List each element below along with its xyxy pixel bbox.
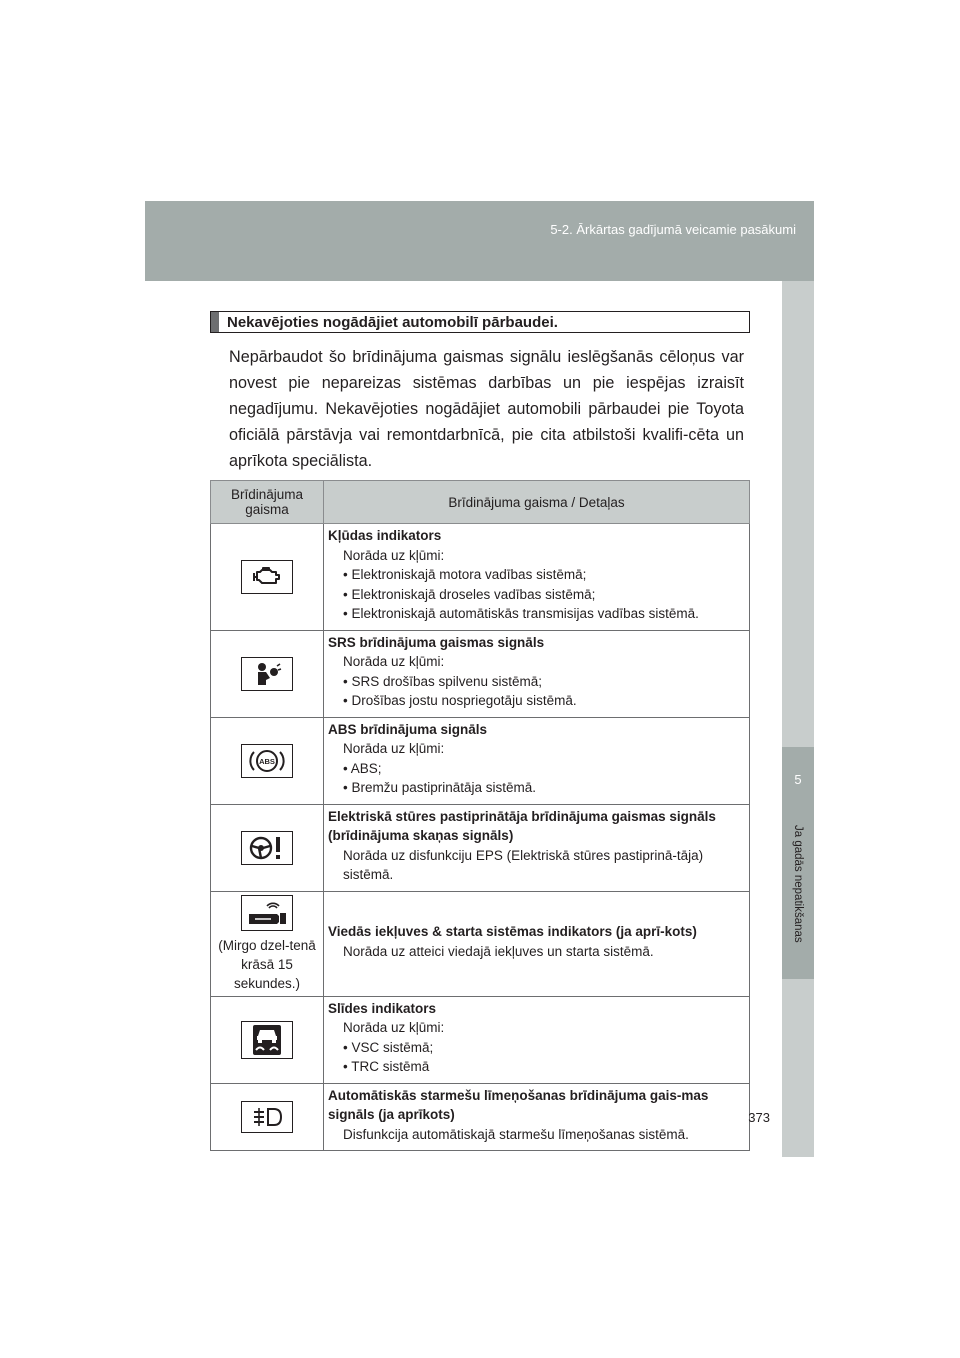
icon-cell: [211, 891, 324, 996]
row-title: Automātiskās starmešu līmeņošanas brīdinājuma gais-mas signāls (ja aprīkots): [328, 1087, 709, 1122]
row-bullet: • ABS;: [343, 760, 382, 776]
side-tab: [782, 281, 814, 1157]
table-row: [211, 524, 750, 631]
body-paragraph: Nepārbaudot šo brīdinājuma gaismas signālu ieslēgšanās cēloņus var novest pie nepareizas sistēmas darbības un pie iespējas izraisīt negadījumu. Nekavējoties nogādājiet automobili pārbaudei pie Toyota oficiālā pārstāvja vai remontdarbnīcā, pie cita atbilstoši kvalifi-cēta un aprīkota speciālista.: [229, 348, 744, 470]
row-intro: Norāda uz kļūmi:: [343, 654, 445, 669]
icon-cell: [211, 630, 324, 717]
row-title: Viedās iekļuves & starta sistēmas indikators (ja aprī-kots): [328, 924, 697, 939]
row-intro: Norāda uz kļūmi:: [343, 741, 445, 756]
chapter-number: 5: [794, 772, 802, 787]
row-title: Elektriskā stūres pastiprinātāja brīdinājuma gaismas signāls (brīdinājuma skaņas signāls): [328, 808, 716, 843]
row-title: Kļūdas indikators: [328, 528, 442, 543]
slip-icon: [241, 1021, 293, 1059]
warning-lights-table: [210, 480, 750, 1151]
row-intro: Norāda uz atteici viedajā iekļuves un starta sistēmā.: [343, 943, 654, 959]
heading-text: Nekavējoties nogādājiet automobilī pārbaudei.: [227, 313, 558, 331]
row-bullet: • Bremžu pastiprinātāja sistēmā.: [343, 780, 537, 795]
row-bullet: • SRS drošības spilvenu sistēmā;: [343, 673, 543, 689]
icon-cell: [211, 804, 324, 891]
chapter-label: Ja gadās nepatikšanas: [792, 825, 804, 943]
row-bullet: • Drošības jostu nospriegotāju sistēmā.: [343, 693, 577, 708]
row-bullet: • TRC sistēmā: [343, 1059, 430, 1074]
abs-icon: [241, 744, 293, 778]
desc-cell: [324, 1083, 750, 1151]
row-bullet: • Elektroniskajā motora vadības sistēmā;: [343, 567, 587, 582]
table-row: [211, 804, 750, 891]
header-band: [145, 201, 814, 281]
icon-cell: [211, 524, 324, 631]
desc-cell: [324, 717, 750, 804]
table-row: [211, 717, 750, 804]
header-light: Brīdinājuma gaisma: [211, 481, 324, 524]
row-title: ABS brīdinājuma signāls: [328, 721, 488, 737]
eps-icon: [241, 831, 293, 865]
table-header-row: [211, 481, 750, 524]
section-heading: [210, 311, 750, 333]
row-intro: Norāda uz kļūmi:: [343, 1020, 445, 1035]
row-title: Slīdes indikators: [328, 1000, 437, 1016]
row-intro: Norāda uz kļūmi:: [343, 547, 445, 563]
airbag-icon: [241, 657, 293, 691]
desc-cell: [324, 891, 750, 996]
icon-note: (Mirgo dzel-tenā krāsā 15 sekundes.): [218, 937, 316, 991]
icon-cell: [211, 1083, 324, 1151]
table-row: [211, 1083, 750, 1151]
table-row: [211, 630, 750, 717]
icon-cell: [211, 996, 324, 1083]
desc-cell: [324, 524, 750, 631]
row-intro: Norāda uz disfunkciju EPS (Elektriskā stūres pastiprinā-tāja) sistēmā.: [343, 847, 704, 882]
heading-bar: [211, 312, 219, 332]
icon-cell: [211, 717, 324, 804]
row-bullet: • Elektroniskajā automātiskās transmisijas vadības sistēmā.: [343, 606, 699, 621]
row-intro: Disfunkcija automātiskajā starmešu līmeņošanas sistēmā.: [343, 1126, 689, 1142]
row-bullet: • VSC sistēmā;: [343, 1039, 434, 1055]
side-tab-active: [782, 747, 814, 979]
desc-cell: [324, 804, 750, 891]
desc-cell: [324, 996, 750, 1083]
row-bullet: • Elektroniskajā droseles vadības sistēmā;: [343, 586, 596, 602]
page-number: 373: [748, 1110, 770, 1125]
engine-icon: [241, 560, 293, 594]
section-title: 5-2. Ārkārtas gadījumā veicamie pasākumi: [550, 222, 796, 237]
header-details: Brīdinājuma gaisma / Detaļas: [324, 481, 750, 524]
row-title: SRS brīdinājuma gaismas signāls: [328, 634, 545, 650]
smart-key-icon: [241, 895, 293, 931]
table-row: [211, 891, 750, 996]
table-row: [211, 996, 750, 1083]
abs-icon-label: ABS: [259, 756, 275, 766]
headlight-leveling-icon: [241, 1101, 293, 1133]
desc-cell: [324, 630, 750, 717]
